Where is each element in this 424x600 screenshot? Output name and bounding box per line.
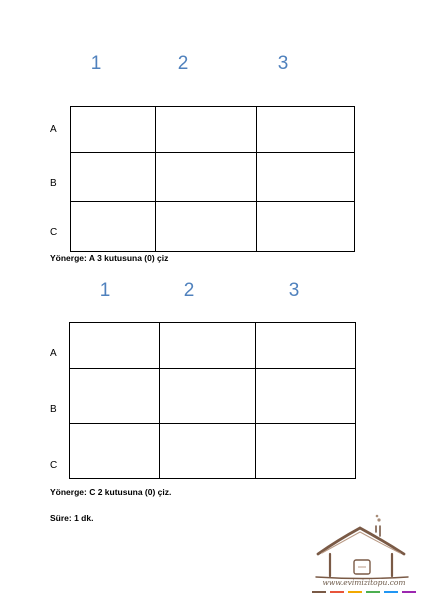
grid2-row-label-c: C: [50, 460, 58, 471]
grid2-cell-c1[interactable]: [70, 424, 160, 479]
grid1-row-label-a: A: [50, 124, 57, 135]
grid2-cell-b1[interactable]: [70, 369, 160, 424]
smoke-dot: [377, 518, 380, 521]
grid1-table: [70, 106, 355, 252]
grid1-cell-b3[interactable]: [257, 153, 355, 202]
grid1-cell-c3[interactable]: [257, 202, 355, 252]
grid2-cell-b2[interactable]: [160, 369, 256, 424]
grid1-instruction: Yönerge: A 3 kutusuna (0) çiz: [50, 253, 169, 263]
social-strip-segment: [402, 591, 416, 593]
grid1-column-label-3: 3: [277, 53, 289, 74]
grid2-cell-a2[interactable]: [160, 323, 256, 369]
grid1-column-label-1: 1: [90, 53, 102, 74]
grid2-table: [69, 322, 356, 479]
smoke-dot: [376, 515, 379, 518]
logo-website-text: www.evimizitopu.com: [322, 578, 406, 587]
social-strip-segment: [348, 591, 362, 593]
grid2-instruction: Yönerge: C 2 kutusuna (0) çiz.: [50, 487, 172, 497]
grid1-row-label-c: C: [50, 227, 58, 238]
grid2-column-label-3: 3: [288, 280, 300, 301]
grid2-row-label-b: B: [50, 404, 57, 415]
grid2-column-label-2: 2: [183, 280, 195, 301]
grid1-column-label-2: 2: [177, 53, 189, 74]
social-strip-segment: [366, 591, 380, 593]
grid1-cell-c1[interactable]: [71, 202, 156, 252]
grid2-row-label-a: A: [50, 348, 57, 359]
social-strip-segment: [330, 591, 344, 593]
social-strip-segment: [384, 591, 398, 593]
grid2-cell-c2[interactable]: [160, 424, 256, 479]
grid1-cell-b1[interactable]: [71, 153, 156, 202]
grid2-cell-a3[interactable]: [256, 323, 356, 369]
grid1-cell-a1[interactable]: [71, 107, 156, 153]
duration-text: Süre: 1 dk.: [50, 513, 94, 523]
grid2-cell-a1[interactable]: [70, 323, 160, 369]
chimney: [376, 526, 380, 536]
grid1-cell-b2[interactable]: [156, 153, 257, 202]
roof: [318, 528, 404, 554]
grid1-cell-a3[interactable]: [257, 107, 355, 153]
grid1-row-label-b: B: [50, 178, 57, 189]
grid2-cell-b3[interactable]: [256, 369, 356, 424]
social-strip-segment: [312, 591, 326, 593]
grid2-column-label-1: 1: [99, 280, 111, 301]
grid1-cell-c2[interactable]: [156, 202, 257, 252]
grid1-cell-a2[interactable]: [156, 107, 257, 153]
grid2-cell-c3[interactable]: [256, 424, 356, 479]
logo-social-strip: [312, 590, 416, 594]
